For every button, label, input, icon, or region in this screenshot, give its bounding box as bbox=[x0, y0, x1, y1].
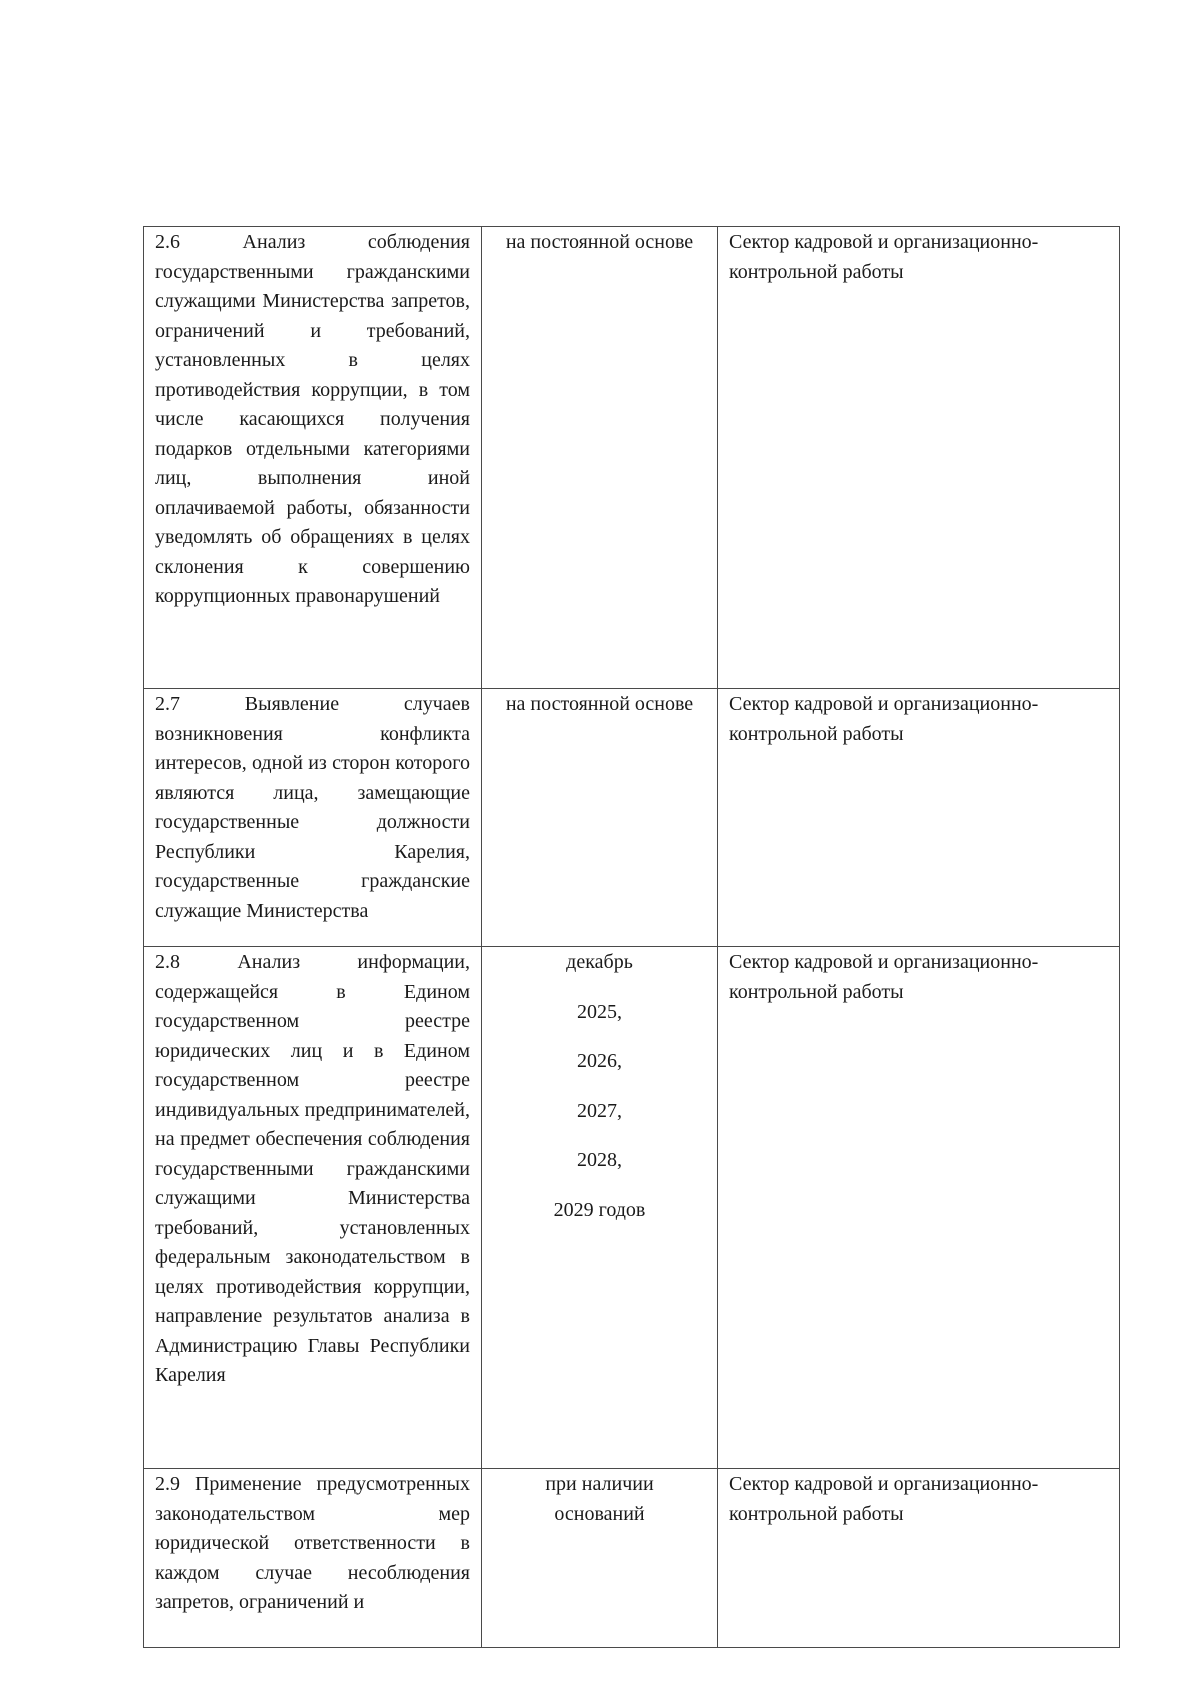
responsible-text: Сектор кадровой и организационно-контрольной работы bbox=[729, 951, 1039, 1003]
table-row bbox=[144, 1469, 1120, 1648]
period-text: при наличии bbox=[545, 1473, 654, 1495]
period-year: 2026, bbox=[577, 1050, 622, 1072]
measure-cell bbox=[144, 689, 482, 947]
table-row bbox=[144, 947, 1120, 1469]
period-text: оснований bbox=[554, 1502, 645, 1525]
responsible-text: Сектор кадровой и организационно-контрольной работы bbox=[729, 693, 1039, 745]
measure-text: 2.8 Анализ информации, содержащейся в Едином государственном реестре юридических лиц и в Едином государственном реестре индивидуальных предпринимателей, на предмет обеспечения соблюдения государственными гражданскими служащими Министерства требований, установленных федеральным законодательством в целях противодействия коррупции, направление результатов анализа в Администрацию Главы Республики Карелия bbox=[155, 951, 470, 1386]
period-year: 2028, bbox=[577, 1149, 622, 1171]
responsible-cell bbox=[718, 1469, 1120, 1648]
period-cell bbox=[482, 947, 718, 1469]
period-text: на постоянной основе bbox=[505, 231, 694, 253]
responsible-cell bbox=[718, 947, 1120, 1469]
period-year: 2025, bbox=[577, 1000, 622, 1023]
period-cell bbox=[482, 1469, 718, 1648]
measure-text: 2.7 Выявление случаев возникновения конфликта интересов, одной из сторон которого являются лица, замещающие государственные должности Республики Карелия, государственные гражданские служащие Министерства bbox=[155, 693, 470, 922]
measures-table bbox=[143, 226, 1120, 1648]
responsible-cell bbox=[718, 689, 1120, 947]
measure-cell bbox=[144, 1469, 482, 1648]
period-cell bbox=[482, 689, 718, 947]
period-year: 2029 годов bbox=[553, 1198, 646, 1221]
measure-cell bbox=[144, 947, 482, 1469]
measure-text: 2.9 Применение предусмотренных законодательством мер юридической ответственности в каждом случае несоблюдения запретов, ограничений и bbox=[155, 1473, 470, 1613]
period-year: 2027, bbox=[577, 1099, 622, 1122]
measure-text: 2.6 Анализ соблюдения государственными гражданскими служащими Министерства запретов, ограничений и требований, установленных в целях противодействия коррупции, в том числе касающихся получения подарков отдельными категориями лиц, выполнения иной оплачиваемой работы, обязанности уведомлять об обращениях в целях склонения к совершению коррупционных правонарушений bbox=[155, 231, 470, 607]
responsible-text: Сектор кадровой и организационно-контрольной работы bbox=[729, 231, 1039, 283]
period-cell bbox=[482, 227, 718, 689]
table-row bbox=[144, 227, 1120, 689]
period-month: декабрь bbox=[566, 951, 633, 973]
period-text: на постоянной основе bbox=[505, 693, 694, 715]
table-row bbox=[144, 689, 1120, 947]
measure-cell bbox=[144, 227, 482, 689]
responsible-text: Сектор кадровой и организационно-контрольной работы bbox=[729, 1473, 1039, 1525]
responsible-cell bbox=[718, 227, 1120, 689]
